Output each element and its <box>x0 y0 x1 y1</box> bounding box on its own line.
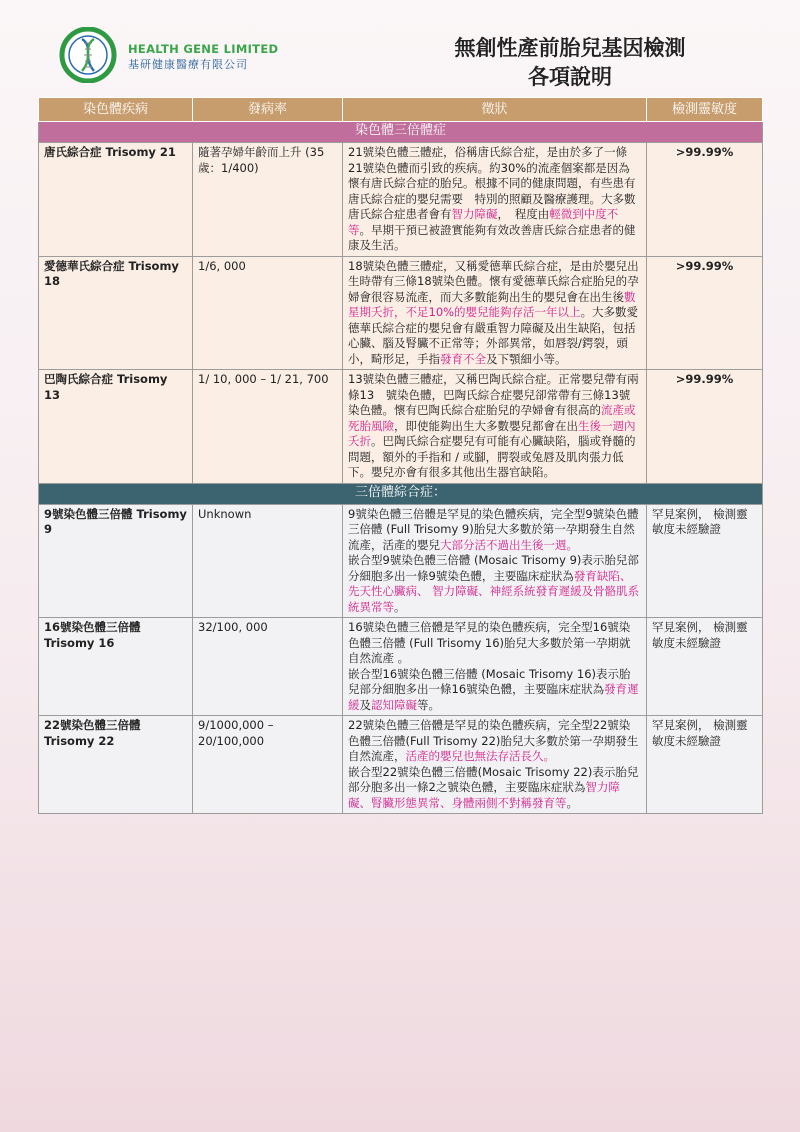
highlighted-symptom: 發育不全 <box>440 351 486 366</box>
disease-name: 巴陶氏綜合症 Trisomy 13 <box>39 370 193 484</box>
highlighted-symptom: 流產或死胎風險 <box>348 403 636 433</box>
symptom-text-segment: 。巴陶氏綜合症嬰兒有可能有心臟缺陷，腦或脊髓的問題，額外的手指和 / 或腳，腭裂或兔唇及肌肉張力低下。嬰兒亦會有很多其他出生器官缺陷。 <box>348 434 636 479</box>
section-title: 染色體三倍體症 <box>39 122 763 143</box>
section-title: 三倍體綜合症： <box>39 483 763 504</box>
highlighted-symptom: 生後一週內夭折 <box>348 418 636 448</box>
symptom-text-segment: 13號染色體三體症，又稱巴陶氏綜合症。正常嬰兒帶有兩條13 號染色體，巴陶氏綜合症嬰兒卻常帶有三條13號染色體。懷有巴陶氏綜合症胎兒的孕婦會有很高的 <box>348 372 639 417</box>
symptom-text-segment: 。 <box>566 795 578 810</box>
symptoms-text <box>343 370 647 484</box>
incidence-value: 9/1000,000 – 20/100,000 <box>193 716 343 814</box>
table-row <box>39 256 763 370</box>
highlighted-symptom: 輕微到中度不等 <box>348 207 619 237</box>
highlighted-symptom: 認知障礙 <box>371 697 417 712</box>
highlighted-symptom: 活產的嬰兒也無法存活長久。 <box>405 749 555 763</box>
column-header-symptoms: 徵狀 <box>343 98 647 122</box>
symptom-text-segment: 嵌合型9號染色體三倍體 (Mosaic Trisomy 9)表示胎兒部分細胞多出一條9號染色體，主要臨床症狀為 <box>348 553 639 583</box>
symptom-text-segment: 及 <box>359 697 371 712</box>
title-line-2: 各項說明 <box>528 65 612 89</box>
symptom-text-segment: 16號染色體三倍體是罕見的染色體疾病，完全型16號染色體三倍體 (Full Trisomy 16)胎兒大多數於第一孕期就自然流產 。 <box>348 620 631 665</box>
column-header-disease: 染色體疾病 <box>39 98 193 122</box>
table-header-row <box>39 98 763 122</box>
table-row <box>39 618 763 716</box>
highlighted-symptom: 智力障礙 <box>451 207 498 221</box>
symptoms-text <box>343 504 647 618</box>
symptom-text-segment: ，即使能夠出生大多數嬰兒都會在出 <box>394 418 578 433</box>
highlighted-symptom: 發育遲緩 <box>348 682 639 712</box>
symptoms-text <box>343 618 647 716</box>
table-row <box>39 370 763 484</box>
symptoms-text <box>343 716 647 814</box>
symptom-paragraph <box>348 259 641 368</box>
column-header-sensitivity: 檢測靈敏度 <box>647 98 763 122</box>
symptom-text-segment: 。大多數愛德華氏綜合症的嬰兒會有嚴重智力障礙及出生缺陷，包括心臟、腦及腎臟不正常等；外部異常，如唇裂/鍔裂，頭小，畸形足，手指 <box>348 305 639 366</box>
symptoms-text <box>343 143 647 257</box>
symptom-paragraph <box>348 620 641 667</box>
symptom-paragraph <box>348 372 641 481</box>
section-row-trisomy <box>39 122 763 143</box>
incidence-value: 32/100, 000 <box>193 618 343 716</box>
highlighted-symptom: 數星期夭折，不足10%的嬰兒能夠存活一年以上 <box>348 289 636 319</box>
table-row <box>39 716 763 814</box>
highlighted-symptom: 大部分活不過出生後一週。 <box>440 537 578 552</box>
incidence-value: 隨著孕婦年齡而上升 (35歲：1/400) <box>193 143 343 257</box>
page-header <box>0 0 800 96</box>
highlighted-symptom: 智力障礙、腎臟形態異常、身體兩側不對稱發育等 <box>348 780 620 810</box>
sensitivity-value: 罕見案例， 檢測靈敏度未經驗證 <box>647 716 763 814</box>
symptom-text-segment: 21號染色體三體症，俗稱唐氏綜合症，是由於多了一條21號染色體而引致的疾病。約30%的流產個案都是因為懷有唐氏綜合症的胎兒。根據不同的健康問題，有些患有唐氏綜合症的嬰兒需要 特別的照顧及醫療護理。大多數唐氏綜合症患者會有 <box>348 145 636 221</box>
incidence-value: 1/6, 000 <box>193 256 343 370</box>
disease-name: 唐氏綜合症 Trisomy 21 <box>39 143 193 257</box>
table-row <box>39 504 763 618</box>
sensitivity-value: 罕見案例， 檢測靈敏度未經驗證 <box>647 618 763 716</box>
symptom-text-segment: 18號染色體三體症，又稱愛德華氏綜合症，是由於嬰兒出生時帶有三條18號染色體。懷有愛德華氏綜合症胎兒的孕婦會很容易流產，而大多數能夠出生的嬰兒會在出生後 <box>348 258 639 304</box>
section-row-triploid <box>39 483 763 504</box>
symptom-text-segment: 等。 <box>417 697 440 712</box>
symptom-text-segment: 22號染色體三倍體是罕見的染色體疾病，完全型22號染色體三倍體(Full Trisomy 22)胎兒大多數於第一孕期發生自然流產， <box>348 718 639 763</box>
incidence-value: 1/ 10, 000 – 1/ 21, 700 <box>193 370 343 484</box>
company-name-en: HEALTH GENE LIMITED <box>128 42 279 56</box>
symptom-text-segment: 9號染色體三倍體是罕見的染色體疾病，完全型9號染色體三倍體 (Full Trisomy 9)胎兒大多數於第一孕期發生自然流產，活產的嬰兒 <box>348 506 639 552</box>
symptom-text-segment: 。早期干預已被證實能夠有效改善唐氏綜合症患者的健康及生活。 <box>348 222 636 252</box>
page-title <box>420 34 720 92</box>
symptom-text-segment: 嵌合型22號染色體三倍體(Mosaic Trisomy 22)表示胎兒部分胞多出一條2之號染色體，主要臨床症狀為 <box>348 764 639 794</box>
title-line-1: 無創性產前胎兒基因檢測 <box>454 36 686 60</box>
health-gene-logo-icon <box>58 27 118 83</box>
symptom-paragraph <box>348 765 641 812</box>
symptom-paragraph <box>348 145 641 254</box>
symptoms-text <box>343 256 647 370</box>
disease-name: 22號染色體三倍體 Trisomy 22 <box>39 716 193 814</box>
table-row <box>39 143 763 257</box>
disease-name: 9號染色體三倍體 Trisomy 9 <box>39 504 193 618</box>
column-header-incidence: 發病率 <box>193 98 343 122</box>
symptom-paragraph <box>348 718 641 765</box>
sensitivity-value: >99.99% <box>647 370 763 484</box>
sensitivity-value: >99.99% <box>647 256 763 370</box>
symptom-paragraph <box>348 553 641 615</box>
sensitivity-value: 罕見案例， 檢測靈敏度未經驗證 <box>647 504 763 618</box>
chromosome-disease-table <box>38 97 763 814</box>
symptom-paragraph <box>348 507 641 554</box>
symptom-text-segment: ， 程度由 <box>497 207 550 221</box>
sensitivity-value: >99.99% <box>647 143 763 257</box>
symptom-text-segment: 嵌合型16號染色體三倍體 (Mosaic Trisomy 16)表示胎兒部分細胞多出一條16號染色體，主要臨床症狀為 <box>348 666 631 696</box>
disease-name: 愛德華氏綜合症 Trisomy 18 <box>39 256 193 370</box>
symptom-paragraph <box>348 667 641 714</box>
company-name-zh: 基研健康醫療有限公司 <box>128 58 248 71</box>
symptom-text-segment: 。 <box>394 599 406 614</box>
incidence-value: Unknown <box>193 504 343 618</box>
disease-name: 16號染色體三倍體 Trisomy 16 <box>39 618 193 716</box>
symptom-text-segment: 及下顎細小等。 <box>486 351 567 366</box>
highlighted-symptom: 發育缺陷、先天性心臟病、 智力障礙、神經系統發育遲緩及骨骼肌系統異常等 <box>348 568 640 614</box>
